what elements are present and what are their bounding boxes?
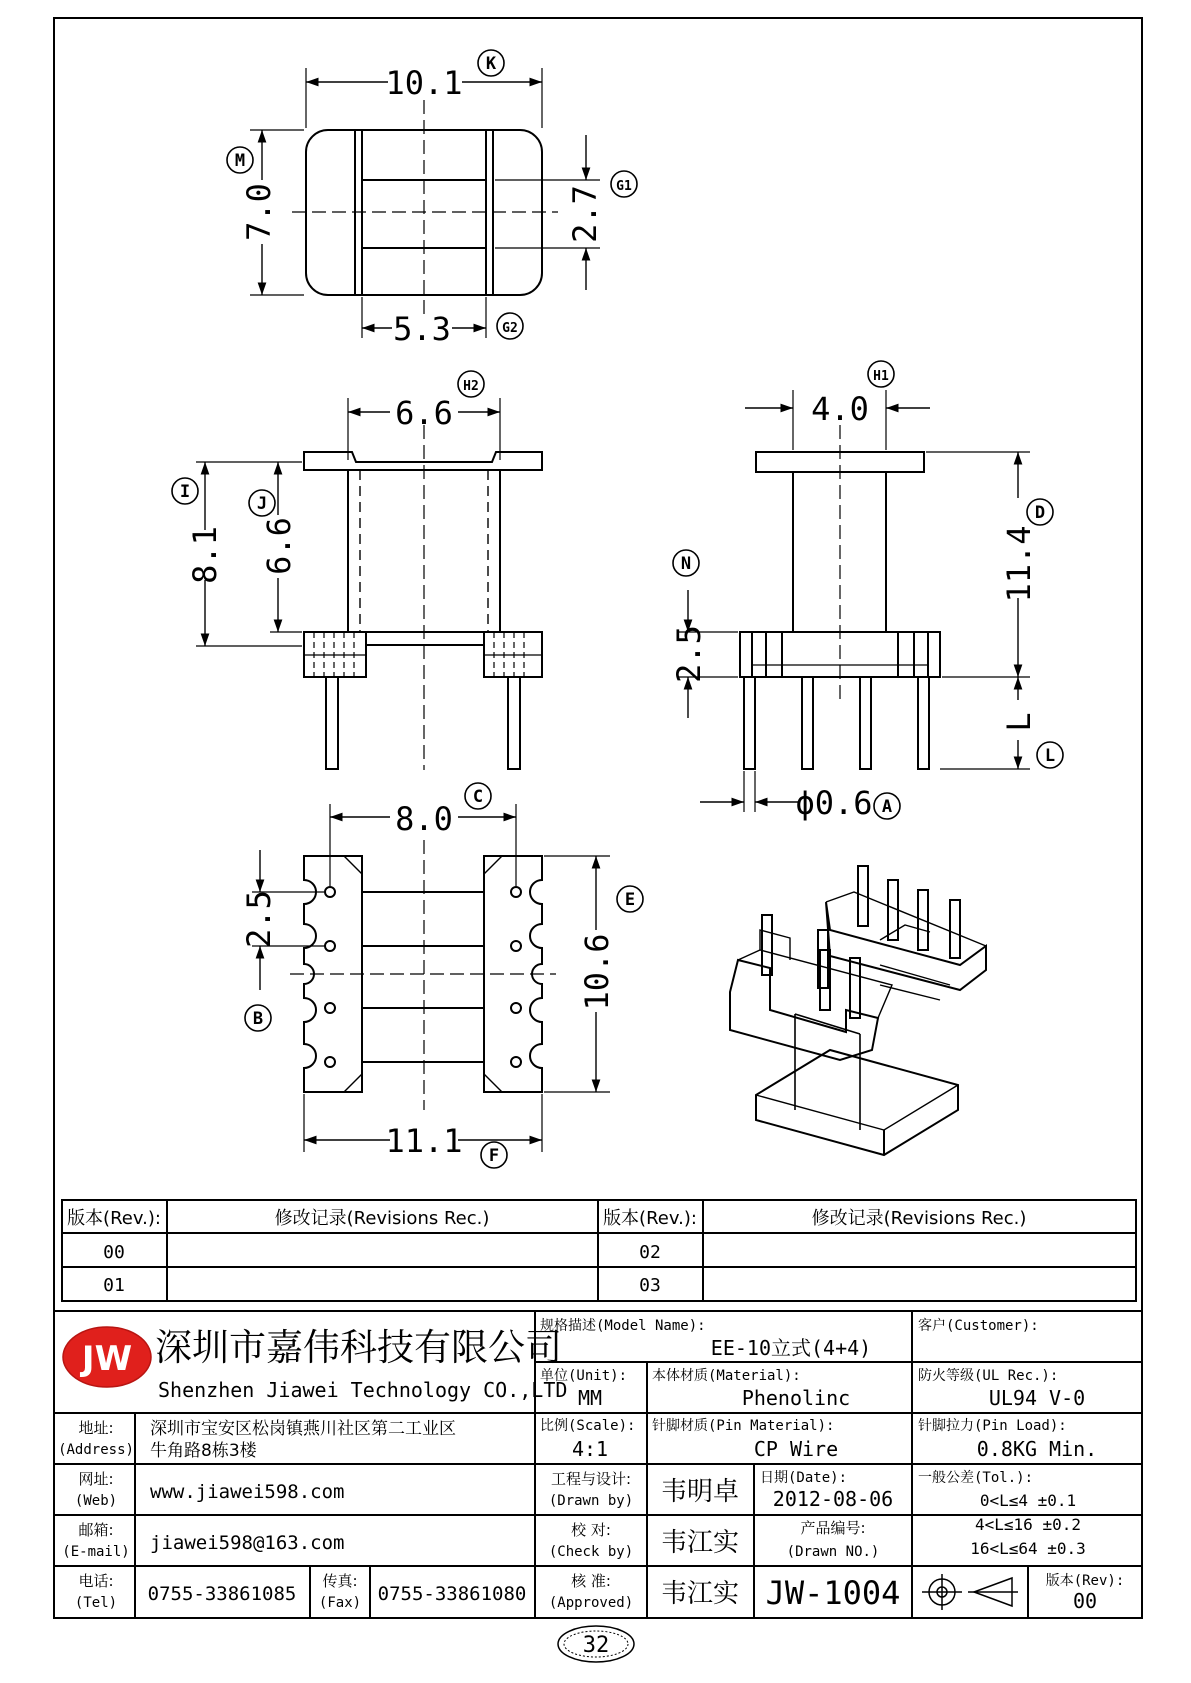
ref-label-i-text: I: [179, 482, 191, 502]
rev-row-02: 02: [639, 1242, 661, 1263]
ref-label-a: [874, 793, 900, 819]
ref-label-e-text: E: [624, 890, 636, 910]
unit-label: 单位(Unit):: [540, 1368, 628, 1384]
ref-label-n-text: N: [680, 554, 692, 574]
checker-name: 韦江实: [660, 1528, 740, 1558]
rev-row-01: 01: [103, 1275, 125, 1296]
dim-H2-value: 6.6: [395, 394, 453, 432]
ref-label-i: [172, 478, 198, 504]
rec-header-left: 修改记录(Revisions Rec.): [274, 1208, 490, 1229]
ref-label-d: [1027, 499, 1053, 525]
front-view: [196, 398, 542, 770]
rev-row-00: 00: [103, 1242, 125, 1263]
ref-label-n: [673, 550, 699, 576]
ref-label-m-text: M: [234, 151, 246, 171]
ref-label-k-text: K: [485, 54, 497, 74]
dim-K-value: 10.1: [385, 64, 463, 102]
email-label-cn: 邮箱:: [78, 1521, 114, 1539]
customer-label: 客户(Customer):: [918, 1318, 1039, 1334]
ref-label-a-text: A: [881, 797, 893, 817]
page-number-badge: [558, 1626, 634, 1662]
page-number: 32: [582, 1633, 610, 1658]
date-value: 2012-08-06: [772, 1487, 894, 1511]
product-label-cn: 产品编号:: [800, 1519, 866, 1537]
ref-label-k: [478, 50, 504, 76]
ref-label-f-text: F: [488, 1146, 500, 1166]
dim-G1-value: 2.7: [566, 185, 604, 243]
designer-label-cn: 工程与设计:: [550, 1470, 632, 1488]
tol-label: 一般公差(Tol.):: [918, 1470, 1034, 1486]
ref-label-h2: [458, 371, 484, 397]
ref-label-g1: [611, 171, 637, 197]
projection-symbol-icon: [922, 1574, 1018, 1610]
top-view: [250, 68, 600, 338]
ref-label-d-text: D: [1034, 503, 1046, 523]
tel-label-cn: 电话:: [78, 1572, 114, 1590]
check-label-cn: 校 对:: [571, 1521, 611, 1539]
dim-D-value: 11.4: [1000, 525, 1038, 603]
ref-label-h1-text: H1: [873, 369, 889, 384]
rev-header-right: 版本(Rev.):: [603, 1208, 697, 1229]
dim-L-value: L: [1000, 712, 1038, 732]
ref-label-c: [465, 783, 491, 809]
scale-label: 比例(Scale):: [540, 1418, 636, 1434]
approve-label-en: (Approved): [548, 1595, 634, 1611]
ref-label-g2-text: G2: [502, 321, 518, 336]
address-label-en: (Address): [58, 1442, 134, 1458]
tol-line-2: 4<L≤16 ±0.2: [975, 1515, 1081, 1534]
approve-label-cn: 核 准:: [571, 1572, 611, 1590]
model-value: EE-10立式(4+4): [710, 1336, 872, 1360]
ref-label-b-text: B: [252, 1009, 264, 1029]
email-value: jiawei598@163.com: [150, 1532, 345, 1554]
rev-header-left: 版本(Rev.):: [67, 1208, 161, 1229]
dim-E-value: 10.6: [578, 933, 616, 1011]
ref-label-l: [1037, 742, 1063, 768]
ref-label-m: [227, 147, 253, 173]
designer-name: 韦明卓: [660, 1477, 740, 1507]
designer-label-en: (Drawn by): [548, 1493, 634, 1509]
ul-value: UL94 V-0: [988, 1386, 1086, 1410]
fax-label-en: (Fax): [318, 1595, 362, 1611]
rec-header-right: 修改记录(Revisions Rec.): [811, 1208, 1027, 1229]
dim-H1-value: 4.0: [811, 390, 869, 428]
fax-label-cn: 传真:: [322, 1572, 358, 1590]
unit-value: MM: [577, 1386, 603, 1410]
web-label-en: (Web): [74, 1493, 118, 1509]
tol-line-3: 16<L≤64 ±0.3: [970, 1539, 1086, 1558]
material-value: Phenolinc: [741, 1386, 851, 1410]
ref-label-c-text: C: [472, 787, 484, 807]
ref-label-h1: [868, 361, 894, 387]
pin-load-label: 针脚拉力(Pin Load):: [918, 1418, 1067, 1434]
ref-label-g2: [497, 313, 523, 339]
company-logo-text: JW: [81, 1339, 133, 1379]
scale-value: 4:1: [571, 1437, 609, 1461]
date-label: 日期(Date):: [760, 1470, 848, 1486]
dim-B-value: 2.5: [240, 890, 278, 948]
dim-F-value: 11.1: [385, 1122, 463, 1160]
tel-value: 0755-33861085: [147, 1583, 297, 1605]
ref-label-h2-text: H2: [463, 379, 479, 394]
rev-value: 00: [1072, 1589, 1098, 1613]
dim-A-value: ϕ0.6: [795, 784, 873, 822]
pin-load-value: 0.8KG Min.: [976, 1437, 1098, 1461]
rev-label: 版本(Rev):: [1045, 1573, 1125, 1589]
dim-I-value: 8.1: [186, 526, 224, 584]
ref-label-f: [481, 1142, 507, 1168]
ul-label: 防火等级(UL Rec.):: [918, 1368, 1059, 1384]
address-line-2: 牛角路8栋3楼: [150, 1441, 257, 1461]
fax-value: 0755-33861080: [377, 1583, 527, 1605]
ref-label-j: [249, 490, 275, 516]
dim-G2-value: 5.3: [393, 310, 451, 348]
dim-J-value: 6.6: [260, 517, 298, 575]
web-label-cn: 网址:: [78, 1470, 114, 1488]
address-line-1: 深圳市宝安区松岗镇燕川社区第二工业区: [150, 1419, 456, 1439]
web-value: www.jiawei598.com: [150, 1481, 345, 1503]
rev-row-03: 03: [639, 1275, 661, 1296]
email-label-en: (E-mail): [62, 1544, 130, 1560]
ref-label-j-text: J: [256, 494, 268, 514]
drawing-number: JW-1004: [765, 1574, 901, 1612]
material-label: 本体材质(Material):: [652, 1368, 801, 1384]
tel-label-en: (Tel): [74, 1595, 118, 1611]
ref-label-b: [245, 1005, 271, 1031]
dim-C-value: 8.0: [395, 800, 453, 838]
product-label-en: (Drawn NO.): [786, 1544, 880, 1560]
company-name-cn: 深圳市嘉伟科技有限公司: [155, 1326, 562, 1369]
side-view: [678, 390, 1030, 812]
ref-label-g1-text: G1: [616, 179, 632, 194]
tol-line-1: 0<L≤4 ±0.1: [979, 1491, 1077, 1510]
ref-label-l-text: L: [1044, 746, 1056, 766]
dim-M-value: 7.0: [240, 183, 278, 241]
ref-label-e: [617, 886, 643, 912]
isometric-view: [730, 866, 986, 1155]
model-label: 规格描述(Model Name):: [540, 1318, 706, 1334]
company-name-en: Shenzhen Jiawei Technology CO.,LTD: [158, 1378, 568, 1402]
approver-name: 韦江实: [660, 1579, 740, 1609]
bottom-view: [252, 804, 610, 1152]
pin-material-label: 针脚材质(Pin Material):: [652, 1418, 835, 1434]
dim-N-value: 2.5: [670, 625, 708, 683]
pin-material-value: CP Wire: [753, 1437, 839, 1461]
check-label-en: (Check by): [548, 1544, 634, 1560]
address-label-cn: 地址:: [78, 1419, 114, 1437]
